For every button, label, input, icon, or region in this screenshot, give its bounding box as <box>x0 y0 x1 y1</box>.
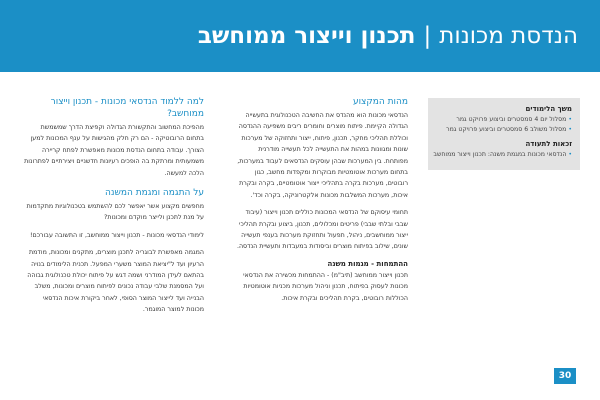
specialization-paragraph: תכנון וייצור ממוחשב (תיב"מ) - ההתמחות מכשירה את הנדסאי מכונות לעסוק בפיתוח, תכנון וניהול מערכות מכניות אוטומטיות הכוללות רובוטים, בקרת תהליכים ובקרת איכות. <box>243 271 408 302</box>
info-column <box>428 98 580 170</box>
title-separator: | <box>423 23 432 49</box>
fit-heading: על התגמה ומגמת המשנה <box>105 188 204 199</box>
fit-paragraph: המגמה מאפשרת לבוגריה לתכנן מוצרים, מתקנים ומכונות, מודמת הרעיון ועד ל"יציאת המוצר משערי המפעל. תכנית הלימודים בנויה בהתאם לעידן המודרני ושמה דגש על פיתוח יכולת טכנולוגית גבוהה ועל המסמנת שלבי עבודה נכונים לפיתוח מוצרים ומכונות, משלב הבנייה ועד לייצור המוצר הסופי, לאחר ביקורת איכות הנדסאי מכונות למוצר המוגמר. <box>27 249 204 314</box>
duration-list <box>434 115 572 135</box>
why-heading: למה ללמוד הנדסאי מכונות - תכנון וייצור ממוחשב? <box>50 97 204 119</box>
header-banner <box>0 0 600 72</box>
page-title <box>198 20 578 52</box>
profession-paragraph: תחומי עיסוקם של הנדסאי המכונות כוללים תכנון וייצור (עיבוד שבבי ובלתי שבבי) פריטים ומכלולים, תכנון, ביצוע ובקרת תהליכי ייצור ממוחשבים, ניהול, תפעול ותחזוקת מערכות בענפי תעשייה שונים, שילוב בפיתוח מוצרים וביסודות במעבדות ותעשיית הנדסה. <box>236 209 408 251</box>
certificate-list <box>434 150 572 160</box>
page-title-department: הנדסת מכונות <box>439 23 578 49</box>
fit-paragraph: לימודי הנדסאי מכונות - תכנון וייצור ממוחשב, זו התשובה עבורכם! <box>30 231 204 239</box>
fit-paragraph: מחפשים מקצוע אשר יאפשר לכם להשתמש בטכנולוגיות מתקדמות על מנת לתכנן ולייצר מוקדם ומכונות? <box>26 203 204 222</box>
why-column <box>24 96 204 322</box>
duration-item: • מסלול משולב 6 סמסטרים וביצוע פרויקט גמר <box>434 125 572 135</box>
duration-heading: משך הלימודים <box>525 105 572 113</box>
page-number: 30 <box>554 368 576 384</box>
duration-item: • מסלול יום 4 סמסטרים וביצוע פרויקט גמר <box>434 115 572 125</box>
certificate-heading: זכאות לתעודה <box>525 140 572 148</box>
info-box <box>428 98 580 170</box>
page-title-program: תכנון וייצור ממוחשב <box>197 23 416 49</box>
specialization-heading: ההתמחות - מגמות משנה <box>327 259 408 268</box>
profession-column <box>232 96 408 310</box>
why-paragraph: מהפיכת המחשוב והתקשורת הגדולה וקפיצת הדרך שמשמשת בתחום הרובוטיקה - הם רק חלק מהגישות על ענף המכונות למען הצורך. עבודה בתחום הנדסת מכונות מאפשרת לפתח קריירה משמעותית ומרתקת בה הופכים רעיונות חדשניים ויצירתיים לפתרונות הלכה למעשה. <box>24 124 204 177</box>
certificate-item: • הנדסאי מכונות במגמת משנה: תכנון וייצור ממוחשב <box>434 150 572 160</box>
profession-heading: מהות המקצוע <box>352 97 408 107</box>
profession-paragraph: הנדסאי מכונות הוא מהנדס את החשיבה הטכנולוגית בתעשייה הגדולה הקיימת. פיתוח מוצרים וחומרים ריבים משפיעה ההנדסה וכוללת תהליכי מחקר, תכנון, פיתוח, ייצור ותחזוקה של מערכות שונות ומגוונות במהות את התעשייה לכל תעשייה מודרנית מפותחת. בין המערכות שבהן עוסקים הנדסאים לעבוד במערכות, בתחום מערכות אוטומטיות מבוקרות ומקפדות מחשב, כגון רובוטים, מערכות בקרה בתהליכי ייצור אוטומטיים, בקרה ובקרת איכות, מערכות המשלבות מכונות אלקטרוניקה, בקרה וכד'. <box>237 112 408 199</box>
